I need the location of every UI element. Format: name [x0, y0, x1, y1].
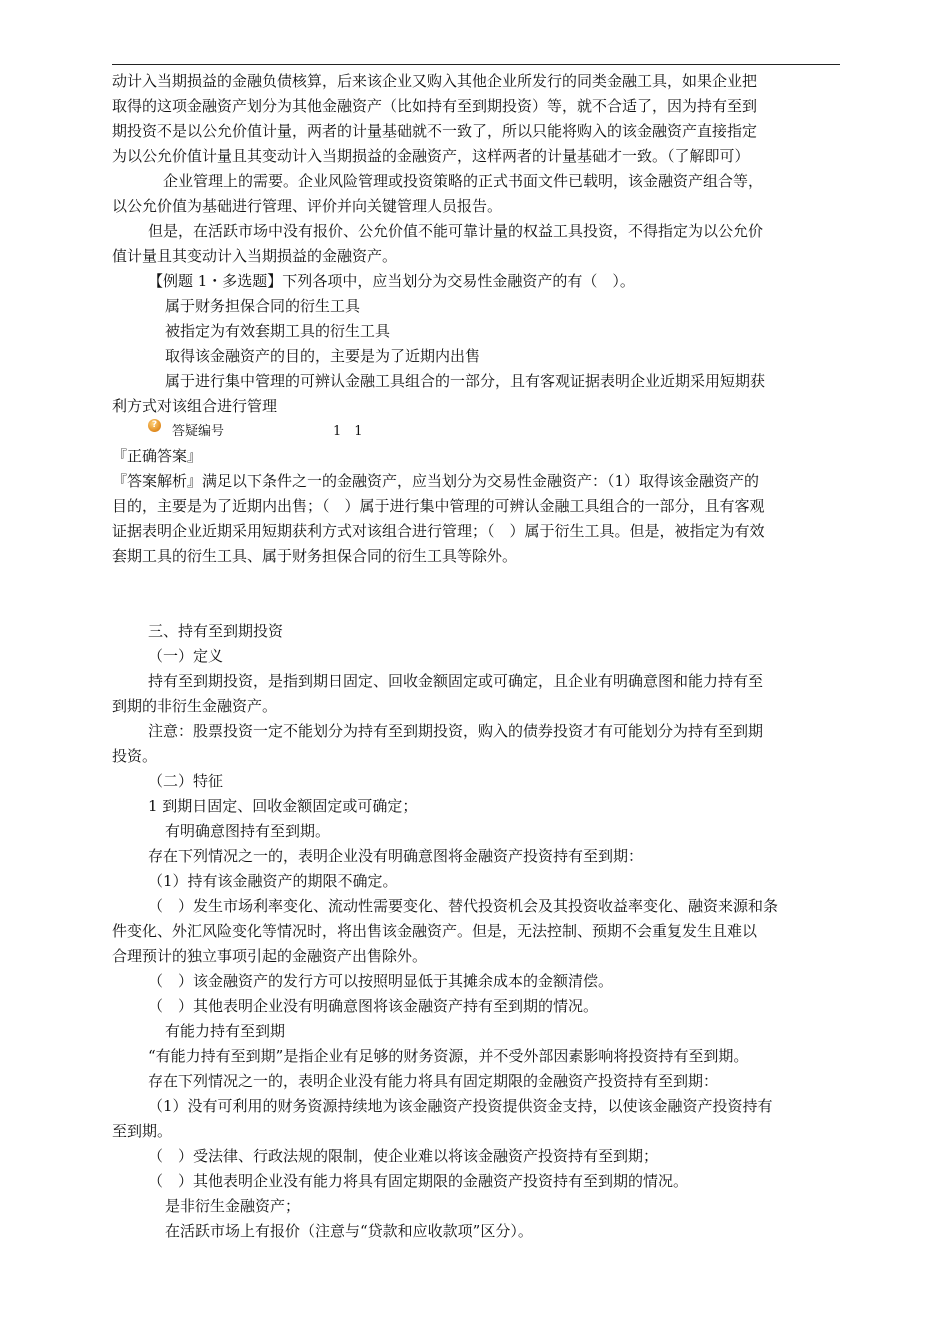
- text-line: 【例题 1・多选题】下列各项中，应当划分为交易性金融资产的有（ ）。: [148, 272, 635, 290]
- text-line: 合理预计的独立事项引起的金融资产出售除外。: [112, 947, 428, 965]
- text-line: 『正确答案』: [112, 447, 203, 465]
- text-line: （一）定义: [148, 647, 224, 665]
- text-line: 期投资不是以公允价值计量，两者的计量基础就不一致了，所以只能将购入的该金融资产直接指定: [112, 122, 758, 140]
- text-line: 存在下列情况之一的，表明企业没有能力将具有固定期限的金融资产投资持有至到期：: [148, 1072, 719, 1090]
- text-line: 证据表明企业近期采用短期获利方式对该组合进行管理；（ ）属于衍生工具。但是，被指定为有效: [112, 522, 765, 540]
- text-line: 但是，在活跃市场中没有报价、公允价值不能可靠计量的权益工具投资，不得指定为以公允价: [148, 222, 764, 240]
- text-line: 为以公允价值计量且其变动计入当期损益的金融资产，这样两者的计量基础才一致。（了解即可）: [112, 147, 750, 165]
- text-line: 属于进行集中管理的可辨认金融工具组合的一部分，且有客观证据表明企业近期采用短期获: [165, 372, 766, 390]
- text-line: （ ）其他表明企业没有能力将具有固定期限的金融资产投资持有至到期的情况。: [148, 1172, 689, 1190]
- text-line: 属于财务担保合同的衍生工具: [165, 297, 361, 315]
- text-line: 被指定为有效套期工具的衍生工具: [165, 322, 391, 340]
- text-line: 到期的非衍生金融资产。: [112, 697, 278, 715]
- qa-label: 答疑编号: [172, 424, 225, 439]
- text-line: 动计入当期损益的金融负债核算，后来该企业又购入其他企业所发行的同类金融工具，如果企业把: [112, 72, 758, 90]
- text-line: 企业管理上的需要。企业风险管理或投资策略的正式书面文件已载明，该金融资产组合等，: [163, 172, 764, 190]
- text-line: （ ）受法律、行政法规的限制，使企业难以将该金融资产投资持有至到期；: [148, 1147, 659, 1165]
- text-line: 以公允价值为基础进行管理、评价并向关键管理人员报告。: [112, 197, 503, 215]
- text-line: 1 到期日固定、回收金额固定或可确定；: [148, 797, 418, 815]
- text-line: 利方式对该组合进行管理: [112, 397, 278, 415]
- text-line: 值计量且其变动计入当期损益的金融资产。: [112, 247, 398, 265]
- text-line: 是非衍生金融资产；: [165, 1197, 301, 1215]
- text-line: 在活跃市场上有报价（注意与“贷款和应收款项”区分）。: [165, 1222, 533, 1240]
- text-line: 目的，主要是为了近期内出售；（ ）属于进行集中管理的可辨认金融工具组合的一部分，且有客观: [112, 497, 765, 515]
- text-line: （1）持有该金融资产的期限不确定。: [148, 872, 398, 890]
- question-icon[interactable]: ?: [148, 419, 161, 432]
- text-line: （1）没有可利用的财务资源持续地为该金融资产投资提供资金支持，以使该金融资产投资持有: [148, 1097, 773, 1115]
- text-line: （ ）发生市场利率变化、流动性需要变化、替代投资机会及其投资收益率变化、融资来源和条: [148, 897, 779, 915]
- text-line: 持有至到期投资，是指到期日固定、回收金额固定或可确定，且企业有明确意图和能力持有至: [148, 672, 764, 690]
- text-line: 有明确意图持有至到期。: [165, 822, 331, 840]
- text-line: （ ）该金融资产的发行方可以按照明显低于其摊余成本的金额清偿。: [148, 972, 614, 990]
- text-line: 套期工具的衍生工具、属于财务担保合同的衍生工具等除外。: [112, 547, 518, 565]
- text-line: 取得的这项金融资产划分为其他金融资产（比如持有至到期投资）等，就不合适了，因为持有至到: [112, 97, 758, 115]
- text-line: 件变化、外汇风险变化等情况时，将出售该金融资产。但是，无法控制、预期不会重复发生且难以: [112, 922, 758, 940]
- text-line: （二）特征: [148, 772, 224, 790]
- text-line: 有能力持有至到期: [165, 1022, 286, 1040]
- text-line: 三、持有至到期投资: [148, 622, 284, 640]
- text-line: （ ）其他表明企业没有明确意图将该金融资产持有至到期的情况。: [148, 997, 599, 1015]
- text-line: 投资。: [112, 747, 158, 765]
- text-line: 至到期。: [112, 1122, 173, 1140]
- text-line: “有能力持有至到期”是指企业有足够的财务资源，并不受外部因素影响将投资持有至到期。: [148, 1047, 749, 1065]
- text-line: 取得该金融资产的目的，主要是为了近期内出售: [165, 347, 481, 365]
- qa-number: 1 1: [333, 424, 363, 439]
- text-line: 注意：股票投资一定不能划分为持有至到期投资，购入的债券投资才有可能划分为持有至到期: [148, 722, 764, 740]
- text-line: 『答案解析』满足以下条件之一的金融资产，应当划分为交易性金融资产：（1）取得该金融资产的: [112, 472, 760, 490]
- text-line: 存在下列情况之一的，表明企业没有明确意图将金融资产投资持有至到期：: [148, 847, 644, 865]
- header-rule: [112, 64, 840, 65]
